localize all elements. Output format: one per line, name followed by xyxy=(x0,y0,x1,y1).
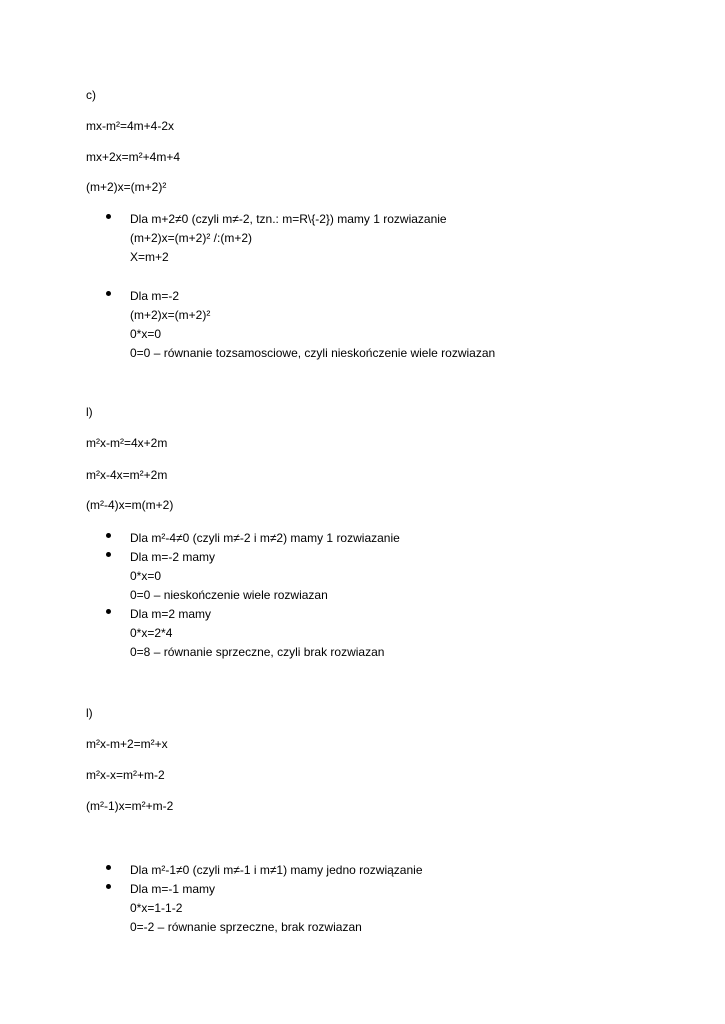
bullet-line: 0=8 – równanie sprzeczne, czyli brak rozwiazan xyxy=(130,645,385,659)
section-l1-heading: l) xyxy=(86,405,93,419)
bullet-text xyxy=(130,529,400,548)
bullet-text xyxy=(130,861,423,880)
section-l2-equation-2: m²x-x=m²+m-2 xyxy=(86,768,165,782)
bullet-line: 0=0 – nieskończenie wiele rozwiazan xyxy=(130,588,328,602)
section-c-equation-2: mx+2x=m²+4m+4 xyxy=(86,150,181,164)
bullet-line: Dla m=-2 xyxy=(130,289,180,303)
bullet-line: 0=0 – równanie tozsamosciowe, czyli nieskończenie wiele rozwiazan xyxy=(130,346,496,360)
bullet-line: 0*x=2*4 xyxy=(130,626,173,640)
section-l1-equation-1: m²x-m²=4x+2m xyxy=(86,436,168,450)
bullet-text xyxy=(130,210,447,267)
bullet-text xyxy=(130,287,495,363)
bullet-text xyxy=(130,880,362,937)
bullet-text xyxy=(130,548,328,605)
bullet-line: Dla m²-4≠0 (czyli m≠-2 i m≠2) mamy 1 rozwiazanie xyxy=(130,531,400,545)
bullet-dot-icon xyxy=(106,214,111,219)
bullet-dot-icon xyxy=(106,609,111,614)
section-c-equation-3: (m+2)x=(m+2)² xyxy=(86,180,167,194)
bullet-line: (m+2)x=(m+2)² /:(m+2) xyxy=(130,231,253,245)
bullet-dot-icon xyxy=(106,884,111,889)
bullet-dot-icon xyxy=(106,533,111,538)
section-c-equation-1: mx-m²=4m+4-2x xyxy=(86,119,175,133)
bullet-line: Dla m+2≠0 (czyli m≠-2, tzn.: m=R\{-2}) mamy 1 rozwiazanie xyxy=(130,212,447,226)
bullet-line: X=m+2 xyxy=(130,250,169,264)
bullet-dot-icon xyxy=(106,865,111,870)
bullet-line: 0*x=0 xyxy=(130,327,162,341)
section-l2-heading: l) xyxy=(86,706,93,720)
section-c-heading: c) xyxy=(86,88,96,102)
bullet-line: 0=-2 – równanie sprzeczne, brak rozwiazan xyxy=(130,920,362,934)
bullet-dot-icon xyxy=(106,291,111,296)
bullet-text xyxy=(130,605,384,662)
bullet-dot-icon xyxy=(106,552,111,557)
bullet-line: (m+2)x=(m+2)² xyxy=(130,308,211,322)
section-l2-equation-1: m²x-m+2=m²+x xyxy=(86,737,168,751)
section-l1-equation-2: m²x-4x=m²+2m xyxy=(86,468,168,482)
bullet-line: 0*x=1-1-2 xyxy=(130,901,183,915)
bullet-line: Dla m=-2 mamy xyxy=(130,550,216,564)
section-l2-equation-3: (m²-1)x=m²+m-2 xyxy=(86,799,174,813)
bullet-line: Dla m²-1≠0 (czyli m≠-1 i m≠1) mamy jedno rozwiązanie xyxy=(130,863,423,877)
section-l1-equation-3: (m²-4)x=m(m+2) xyxy=(86,498,174,512)
bullet-line: Dla m=2 mamy xyxy=(130,607,212,621)
bullet-line: Dla m=-1 mamy xyxy=(130,882,216,896)
bullet-line: 0*x=0 xyxy=(130,569,162,583)
